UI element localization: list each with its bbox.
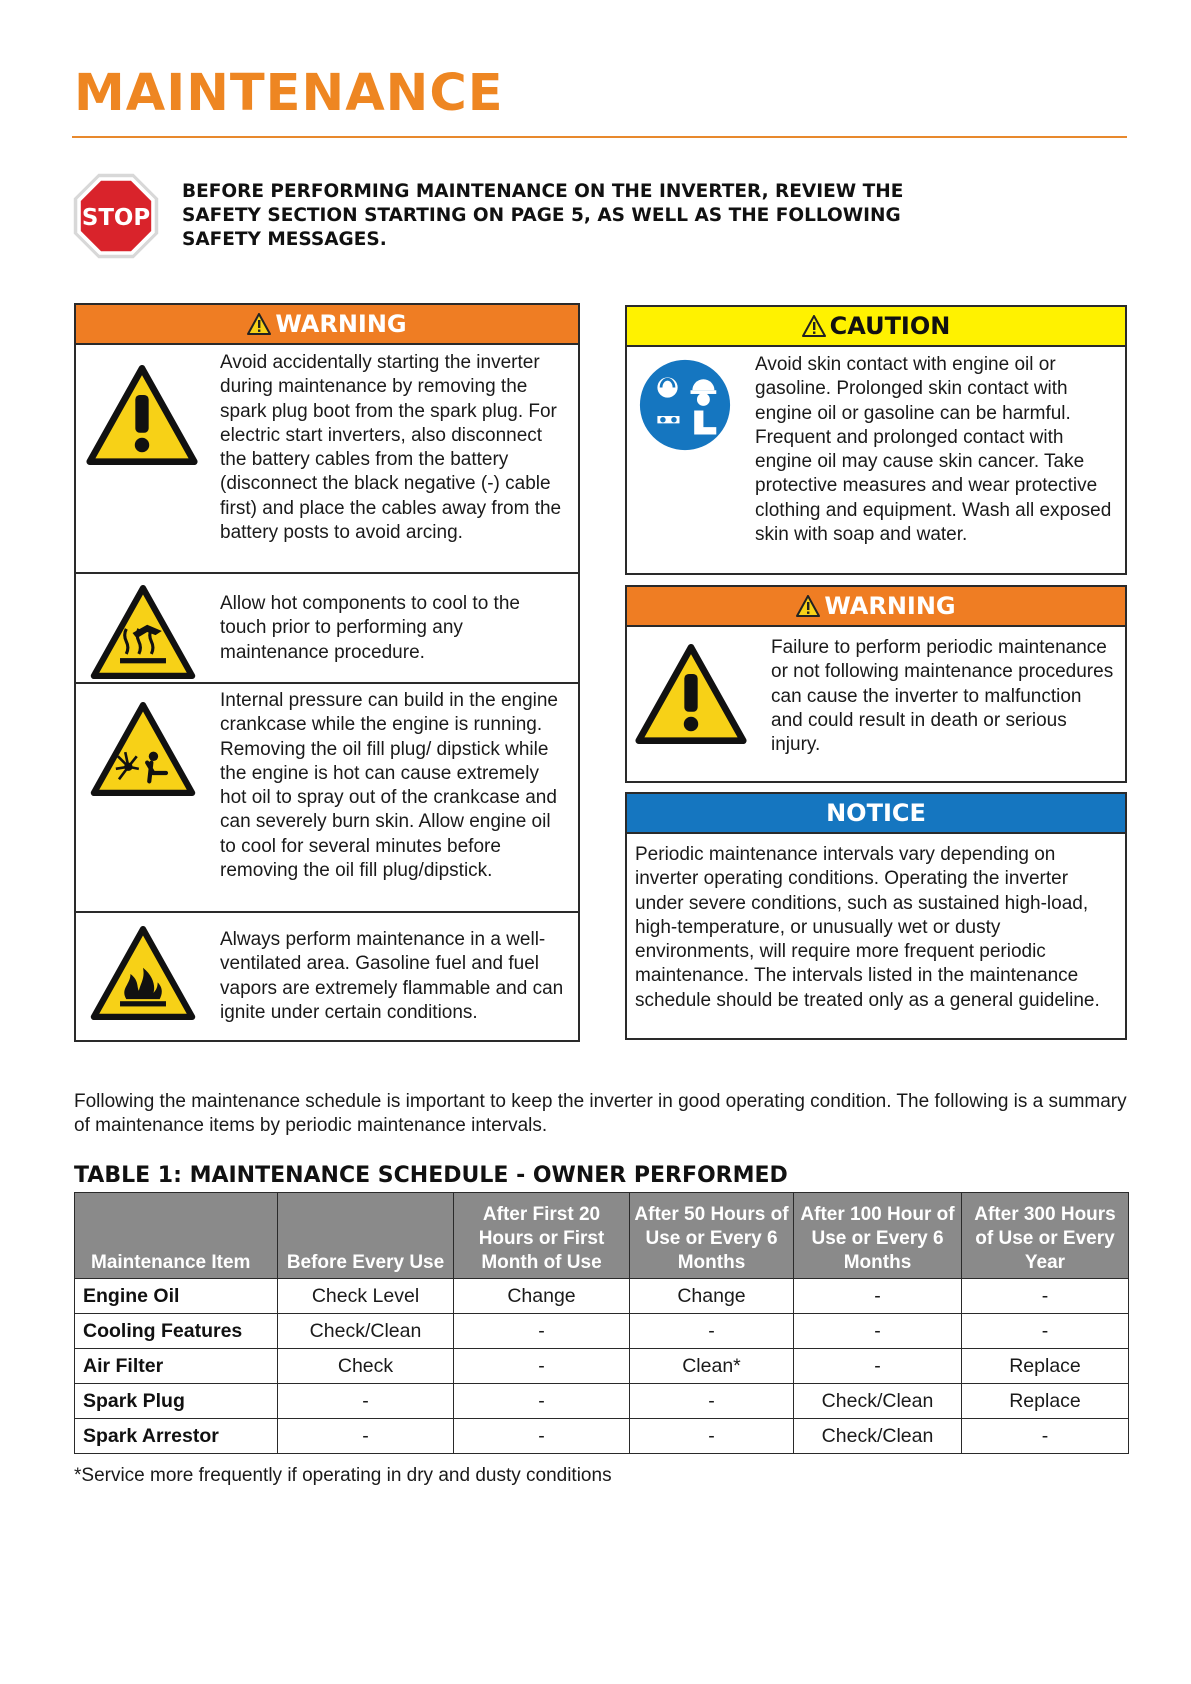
table-cell: Check/Clean [794,1419,962,1454]
warning-box-2 [625,585,1127,783]
table-cell: - [630,1314,794,1349]
table-cell: - [962,1419,1129,1454]
caution-box-header [627,307,1125,347]
warning-item-text: Always perform maintenance in a well-ventilated area. Gasoline fuel and fuel vapors are extremely flammable and can ignite under certain conditions. [220,929,564,1023]
explosion-icon [90,702,196,796]
table-footnote: *Service more frequently if operating in dry and dusty conditions [74,1465,612,1486]
table-row [75,1314,1129,1349]
table-cell: - [630,1384,794,1419]
header-after-first-20-hours: After First 20 Hours or First Month of Use [454,1193,630,1279]
notice-text: Periodic maintenance intervals vary depending on inverter operating conditions. Operating the inverter under severe conditions, such as sustained high-load, high-temperature, or unusually wet or dusty environments, will require more frequent periodic maintenance. The intervals listed in the maintenance schedule should be treated only as a general guideline. [635,844,1100,1011]
table-cell: - [454,1314,630,1349]
row-item-name: Spark Plug [75,1384,278,1419]
notice-box-header [627,794,1125,834]
warning-box-2-header [627,587,1125,627]
stop-sign-icon [72,172,160,260]
table-cell: - [630,1419,794,1454]
warning-box-title: WARNING [275,310,407,338]
table-cell: - [278,1419,454,1454]
warning-item [76,913,578,1040]
warning-2-text: Failure to perform periodic maintenance or not following maintenance procedures can cause the inverter to malfunction and could result in death or serious injury. [771,637,1114,756]
notice-box-title: NOTICE [826,799,926,827]
warning-box-2-title: WARNING [824,592,956,620]
header-after-300-hours: After 300 Hours of Use or Every Year [962,1193,1129,1279]
table-cell: - [794,1314,962,1349]
warning-item-text: Internal pressure can build in the engine crankcase while the engine is running. Removing the oil fill plug/ dipstick while the engine is hot can cause extremely hot oil to spray out of the crankcase and can severely burn skin. Allow engine oil to cool for several minutes before removing the oil fill plug/dipstick. [220,690,559,882]
exclamation-warning-icon [86,365,198,465]
table-cell: - [454,1419,630,1454]
stop-notice [72,170,972,260]
table-cell: - [794,1279,962,1314]
caution-box-title: CAUTION [829,312,951,340]
table-cell: Change [630,1279,794,1314]
table-cell: - [454,1349,630,1384]
caution-triangle-icon [802,315,826,337]
notice-box [625,792,1127,1040]
table-cell: - [962,1314,1129,1349]
table-row [75,1349,1129,1384]
warning-box [74,303,580,1042]
table-title: TABLE 1: MAINTENANCE SCHEDULE - OWNER PERFORMED [74,1163,788,1188]
table-cell: - [962,1279,1129,1314]
table-cell: Change [454,1279,630,1314]
hot-surface-icon [90,585,196,679]
title-divider [72,136,1127,138]
warning-item [76,345,578,574]
header-after-50-hours: After 50 Hours of Use or Every 6 Months [630,1193,794,1279]
table-header-row [75,1193,1129,1279]
table-cell: Check [278,1349,454,1384]
table-row [75,1419,1129,1454]
table-row [75,1279,1129,1314]
exclamation-warning-icon [635,644,747,744]
table-cell: Replace [962,1384,1129,1419]
header-after-100-hours: After 100 Hour of Use or Every 6 Months [794,1193,962,1279]
table-cell: Check/Clean [794,1384,962,1419]
header-before-every-use: Before Every Use [278,1193,454,1279]
intro-paragraph: Following the maintenance schedule is important to keep the inverter in good operating condition. The following is a summary of maintenance items by periodic maintenance intervals. [74,1091,1127,1137]
table-cell: - [454,1384,630,1419]
stop-message: BEFORE PERFORMING MAINTENANCE ON THE INVERTER, REVIEW THE SAFETY SECTION STARTING ON PAGE 5, AS WELL AS THE FOLLOWING SAFETY MESSAGES. [182,181,904,250]
warning-item [76,574,578,684]
table-cell: Check/Clean [278,1314,454,1349]
table-cell: Check Level [278,1279,454,1314]
warning-box-header [76,305,578,345]
row-item-name: Cooling Features [75,1314,278,1349]
stop-sign-text: STOP [81,204,151,231]
page-title: MAINTENANCE [74,64,504,123]
table-row [75,1384,1129,1419]
warning-item-text: Allow hot components to cool to the touch prior to performing any maintenance procedure. [220,593,520,663]
warning-triangle-icon [247,313,271,335]
warning-item [76,684,578,913]
maintenance-schedule-table [74,1192,1129,1454]
warning-item-text: Avoid accidentally starting the inverter during maintenance by removing the spark plug boot from the spark plug. For electric start inverters, also disconnect the battery cables from the battery (disconnect the black negative (-) cable first) and place the cables away from the battery posts to avoid arcing. [220,352,562,544]
row-item-name: Air Filter [75,1349,278,1384]
table-cell: Replace [962,1349,1129,1384]
caution-text: Avoid skin contact with engine oil or gasoline. Prolonged skin contact with engine oil or gasoline can be harmful. Frequent and prolonged contact with engine oil may cause skin cancer. Take protective measures and wear protective clothing and equipment. Wash all exposed skin with soap and water. [755,354,1112,546]
flammable-icon [90,926,196,1020]
row-item-name: Engine Oil [75,1279,278,1314]
caution-box [625,305,1127,575]
protective-equipment-icon [639,359,731,451]
header-maintenance-item: Maintenance Item [75,1193,278,1279]
table-cell: - [278,1384,454,1419]
warning-triangle-icon [796,595,820,617]
row-item-name: Spark Arrestor [75,1419,278,1454]
table-cell: Clean* [630,1349,794,1384]
table-cell: - [794,1349,962,1384]
